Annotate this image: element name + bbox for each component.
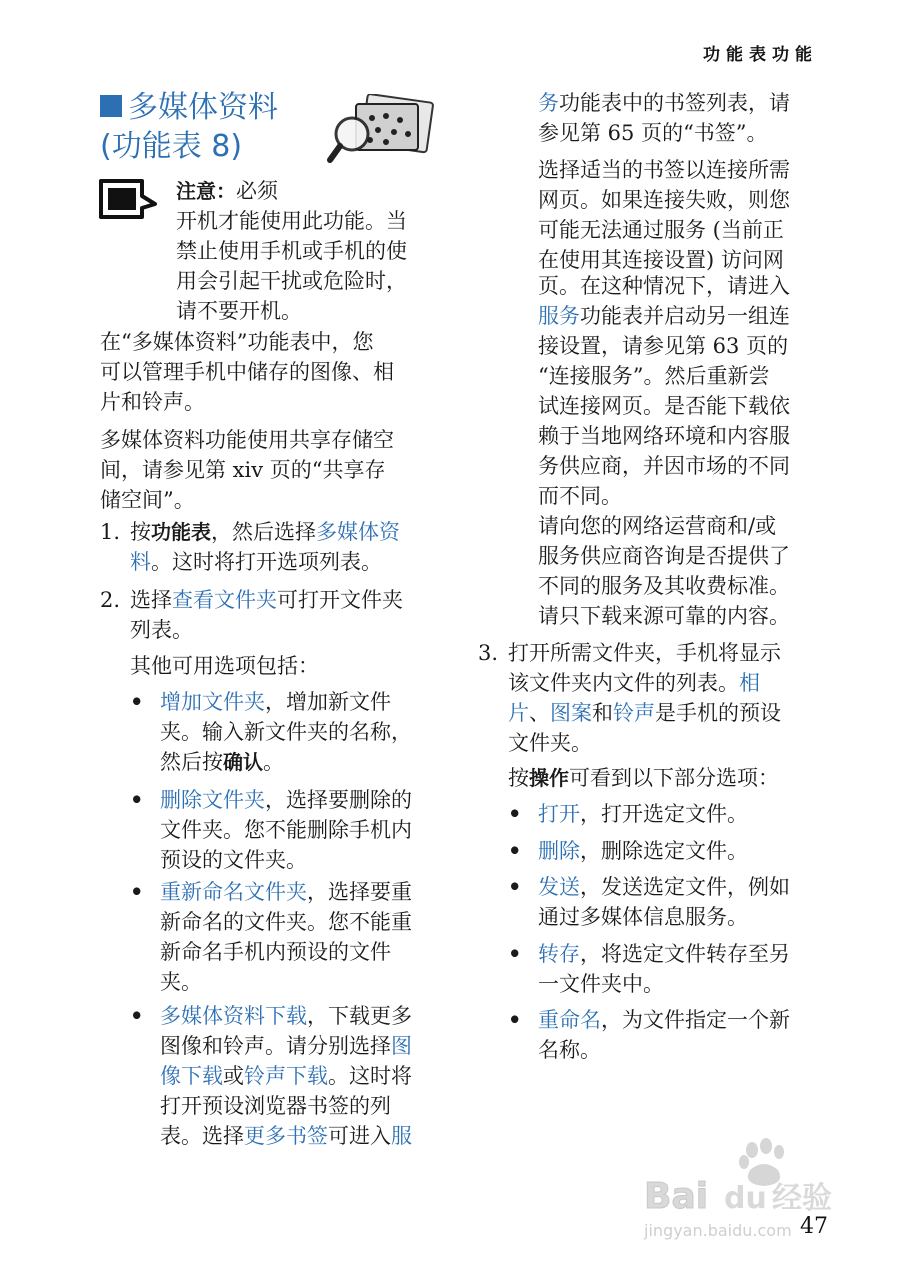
- step3-line2: [508, 668, 760, 698]
- bullet: •: [130, 1003, 144, 1028]
- r-p2-l2: 服务供应商咨询是否提供了: [538, 544, 790, 568]
- blue-square-icon: [100, 95, 122, 117]
- tone-downloads-link[interactable]: 铃声下载: [244, 1064, 328, 1088]
- note-line-2: 禁止使用手机或手机的使: [176, 239, 407, 263]
- step2-line2: 列表。: [130, 618, 193, 642]
- note-first: 必须: [236, 179, 278, 203]
- r-p2-l1: 请向您的网络运营商和/或: [538, 514, 777, 538]
- b3-line3: 新命名手机内预设的文件: [160, 940, 391, 964]
- step3-number: 3.: [478, 641, 499, 665]
- r-p1-l10: 赖于当地网络环境和内容服: [538, 424, 790, 448]
- services-link-b[interactable]: 务: [538, 91, 559, 115]
- photos-link-b[interactable]: 片: [508, 701, 529, 725]
- intro2-line1: 多媒体资料功能使用共享存储空: [100, 428, 394, 452]
- rename-link[interactable]: 重命名: [538, 1008, 601, 1032]
- rb4-line2: 一文件夹中。: [538, 972, 664, 996]
- rb3-line2: 通过多媒体信息服务。: [538, 905, 748, 929]
- more-bookmarks-link[interactable]: 更多书签: [244, 1124, 328, 1148]
- b4-line5: [160, 1121, 412, 1151]
- add-folder-link[interactable]: 增加文件夹: [160, 690, 265, 714]
- r-cont-t1: 功能表中的书签列表，请: [559, 91, 790, 115]
- confirm-keyword: 确认: [223, 750, 263, 774]
- image-downloads-link-a[interactable]: 图: [391, 1034, 412, 1058]
- step3-sep: 、: [529, 701, 550, 725]
- delete-link[interactable]: 删除: [538, 839, 580, 863]
- r-p2-l4: 请只下载来源可靠的内容。: [538, 604, 790, 628]
- r-p1-l8: “连接服务”。然后重新尝: [538, 364, 770, 388]
- step3-line4: 文件夹。: [508, 731, 592, 755]
- r-p1-l3: 可能无法通过服务 (当前正: [538, 218, 784, 242]
- step2-number: 2.: [100, 588, 121, 612]
- tones-link[interactable]: 铃声: [613, 701, 655, 725]
- other-options-label: 其他可用选项包括：: [130, 654, 319, 678]
- svg-text:du: du: [724, 1181, 767, 1216]
- step1-line1: [130, 517, 400, 547]
- options-intro: [508, 763, 779, 793]
- b4-t5mid: 可进入: [328, 1124, 391, 1148]
- bullet: •: [508, 1007, 522, 1032]
- ops-post: 可看到以下部分选项：: [569, 766, 779, 790]
- rb4-t1: ，将选定文件转存至另: [580, 942, 790, 966]
- rb3-t1: ，发送选定文件，例如: [580, 875, 790, 899]
- b1-t1: ，增加新文件: [265, 690, 391, 714]
- r-p1-l9: 试连接网页。是否能下载依: [538, 394, 790, 418]
- bullet: •: [508, 941, 522, 966]
- step3-line1: 打开所需文件夹，手机将显示: [508, 641, 781, 665]
- step1-number: 1.: [100, 520, 121, 544]
- b2-line1: [160, 785, 412, 815]
- b1-line1: [160, 687, 391, 717]
- r-cont-line1: [538, 88, 790, 118]
- r-p1-l6: [538, 301, 790, 331]
- ops-pre: 按: [508, 766, 529, 790]
- gallery-link-a[interactable]: 多媒体资: [316, 520, 400, 544]
- bullet: •: [508, 838, 522, 863]
- b3-t1: ，选择要重: [307, 880, 412, 904]
- r-p1-l7: 接设置，请参见第 63 页的: [538, 334, 789, 358]
- rb2-t1: ，删除选定文件。: [580, 839, 748, 863]
- b3-line4: 夹。: [160, 970, 202, 994]
- bullet: •: [130, 879, 144, 904]
- note-first-line: [176, 176, 278, 206]
- options-keyword: 操作: [529, 766, 569, 790]
- b1-line3: [160, 747, 284, 777]
- r-p1-l1: 选择适当的书签以连接所需: [538, 158, 790, 182]
- note-line-3: 用会引起干扰或危险时，: [176, 269, 407, 293]
- svg-text:经验: 经验: [772, 1181, 832, 1216]
- step3-l3post: 是手机的预设: [655, 701, 781, 725]
- services-link-a[interactable]: 服: [391, 1124, 412, 1148]
- step1-line2: [130, 547, 382, 577]
- rb5-t1: ，为文件指定一个新: [601, 1008, 790, 1032]
- services-menu-link[interactable]: 服务: [538, 304, 580, 328]
- photos-link-a[interactable]: 相: [739, 671, 760, 695]
- gallery-downloads-link[interactable]: 多媒体资料下载: [160, 1004, 307, 1028]
- rb3-line1: [538, 872, 790, 902]
- intro1-line3: 片和铃声。: [100, 390, 205, 414]
- running-header: 功能表功能: [703, 45, 818, 65]
- step2-pre: 选择: [130, 588, 172, 612]
- r-p1-l4: 在使用其连接设置) 访问网: [538, 248, 784, 272]
- r-p1-l11: 务供应商，并因市场的不同: [538, 454, 790, 478]
- step1-mid: ，然后选择: [211, 520, 316, 544]
- gallery-link-b[interactable]: 料: [130, 550, 151, 574]
- page-number: 47: [800, 1214, 828, 1239]
- step2-post: 可打开文件夹: [277, 588, 403, 612]
- step3-l2pre: 该文件夹内文件的列表。: [508, 671, 739, 695]
- open-link[interactable]: 打开: [538, 802, 580, 826]
- image-downloads-link-b[interactable]: 像下载: [160, 1064, 223, 1088]
- b2-line2: 文件夹。您不能删除手机内: [160, 818, 412, 842]
- rb4-line1: [538, 939, 790, 969]
- note-icon: [98, 178, 158, 220]
- bullet: •: [130, 689, 144, 714]
- view-folders-link[interactable]: 查看文件夹: [172, 588, 277, 612]
- section-title-line1: 多媒体资料: [128, 90, 278, 125]
- b4-line3: [160, 1061, 412, 1091]
- intro1-line1: 在“多媒体资料”功能表中，您: [100, 330, 374, 354]
- step1-pre: 按: [130, 520, 151, 544]
- bullet: •: [508, 801, 522, 826]
- rb1-t1: ，打开选定文件。: [580, 802, 748, 826]
- step2-line1: [130, 585, 403, 615]
- graphics-link[interactable]: 图案: [550, 701, 592, 725]
- section-title-line2: (功能表 8): [100, 129, 243, 164]
- r-cont-line2: 参见第 65 页的“书签”。: [538, 121, 768, 145]
- intro1-line2: 可以管理手机中储存的图像、相: [100, 360, 394, 384]
- intro2-line2: 间，请参见第 xiv 页的“共享存: [100, 458, 386, 482]
- b1-t3post: 。: [263, 750, 284, 774]
- b4-t2pre: 图像和铃声。请分别选择: [160, 1034, 391, 1058]
- b4-t5pre: 表。选择: [160, 1124, 244, 1148]
- step1-post: 。这时将打开选项列表。: [151, 550, 382, 574]
- b1-t3pre: 然后按: [160, 750, 223, 774]
- send-link[interactable]: 发送: [538, 875, 580, 899]
- rb5-line2: 名称。: [538, 1038, 601, 1062]
- r-p1-l2: 网页。如果连接失败，则您: [538, 188, 790, 212]
- note-label: 注意：: [176, 179, 236, 203]
- b4-line2: [160, 1031, 412, 1061]
- rename-folder-link[interactable]: 重新命名文件夹: [160, 880, 307, 904]
- b4-t3post: 。这时将: [328, 1064, 412, 1088]
- r-p1-l5: 页。在这种情况下，请进入: [538, 274, 790, 298]
- rb5-line1: [538, 1005, 790, 1035]
- r-p1-l12: 而不同。: [538, 484, 622, 508]
- section-title: [100, 88, 278, 166]
- r-p2-l3: 不同的服务及其收费标准。: [538, 574, 790, 598]
- bullet: •: [508, 874, 522, 899]
- delete-folder-link[interactable]: 删除文件夹: [160, 788, 265, 812]
- intro2-line3: 储空间”。: [100, 488, 195, 512]
- step3-line3: [508, 698, 781, 728]
- rb2-line1: [538, 836, 748, 866]
- b2-line3: 预设的文件夹。: [160, 848, 307, 872]
- move-link[interactable]: 转存: [538, 942, 580, 966]
- note-line-1: 开机才能使用此功能。当: [176, 209, 407, 233]
- note-line-4: 请不要开机。: [176, 299, 302, 323]
- b1-line2: 夹。输入新文件夹的名称，: [160, 720, 412, 744]
- svg-text:Bai: Bai: [644, 1176, 709, 1217]
- b3-line2: 新命名的文件夹。您不能重: [160, 910, 412, 934]
- b4-or: 或: [223, 1064, 244, 1088]
- gallery-illustration-icon: [326, 94, 442, 164]
- r-p1-l6post: 功能表并启动另一组连: [580, 304, 790, 328]
- rb1-line1: [538, 799, 748, 829]
- bullet: •: [130, 787, 144, 812]
- b4-line4: 打开预设浏览器书签的列: [160, 1094, 391, 1118]
- menu-keyword: 功能表: [151, 520, 211, 544]
- b4-line1: [160, 1001, 412, 1031]
- b4-t1: ，下载更多: [307, 1004, 412, 1028]
- step3-and: 和: [592, 701, 613, 725]
- svg-text:jingyan.baidu.com: jingyan.baidu.com: [644, 1221, 792, 1240]
- b2-t1: ，选择要删除的: [265, 788, 412, 812]
- b3-line1: [160, 877, 412, 907]
